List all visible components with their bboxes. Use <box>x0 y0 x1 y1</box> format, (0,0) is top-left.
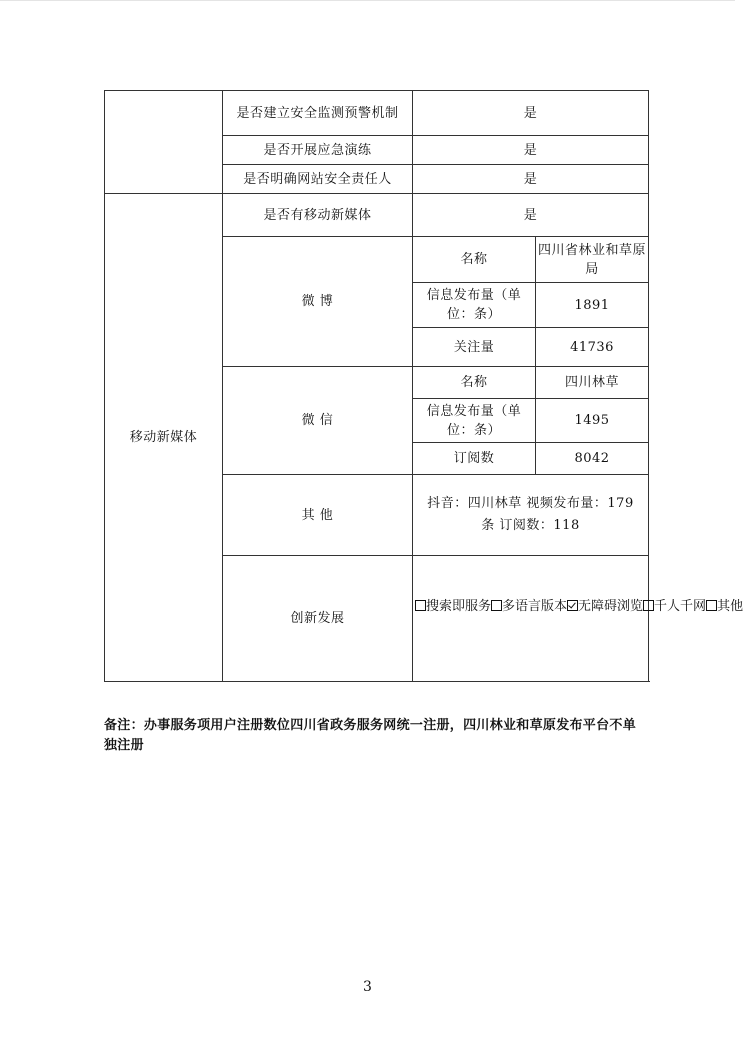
wechat-name-value: 四川林草 <box>536 367 649 399</box>
innovation-option-label: 搜索即服务 <box>426 599 492 614</box>
checkbox-icon[interactable] <box>643 600 654 611</box>
innovation-option-label: 多语言版本 <box>502 599 568 614</box>
remark-note: 备注：办事服务项用户注册数位四川省政务服务网统一注册，四川林业和草原发布平台不单独注册 <box>104 718 637 753</box>
drill-value: 是 <box>413 136 649 165</box>
table-row <box>105 194 649 237</box>
weibo-name-label: 名称 <box>413 237 536 283</box>
innovation-option-label: 千人千网 <box>654 599 707 614</box>
checkbox-icon[interactable] <box>415 600 426 611</box>
drill-label: 是否开展应急演练 <box>223 136 413 165</box>
weibo-posts-label: 信息发布量（单位：条） <box>413 283 536 328</box>
wechat-subs-value: 8042 <box>536 443 649 475</box>
mobile-section-label: 移动新媒体 <box>105 194 223 682</box>
has-mobile-value: 是 <box>413 194 649 237</box>
page-number: 3 <box>363 979 372 995</box>
wechat-posts-label: 信息发布量（单位：条） <box>413 399 536 443</box>
responsible-label: 是否明确网站安全责任人 <box>223 165 413 194</box>
responsible-value: 是 <box>413 165 649 194</box>
page-top-border <box>0 0 735 1</box>
innovation-checkbox-list <box>415 597 743 616</box>
wechat-label: 微 信 <box>223 367 413 475</box>
weibo-name-value: 四川省林业和草原局 <box>536 237 649 283</box>
innovation-option-label: 无障碍浏览 <box>578 599 644 614</box>
checkbox-icon[interactable] <box>706 600 717 611</box>
wechat-name-label: 名称 <box>413 367 536 399</box>
other-value: 抖音：四川林草 视频发布量：179 条 订阅数：118 <box>413 475 649 556</box>
weibo-followers-value: 41736 <box>536 328 649 367</box>
table-row <box>105 91 649 136</box>
wechat-posts-value: 1495 <box>536 399 649 443</box>
checked-checkbox-icon[interactable] <box>567 600 578 611</box>
checkbox-icon[interactable] <box>491 600 502 611</box>
wechat-subs-label: 订阅数 <box>413 443 536 475</box>
security-section-cell <box>105 91 223 194</box>
innovation-option-label: 其他 <box>717 599 743 614</box>
monitoring-value: 是 <box>413 91 649 136</box>
other-label: 其 他 <box>223 475 413 556</box>
weibo-label: 微 博 <box>223 237 413 367</box>
innovation-label: 创新发展 <box>223 556 413 682</box>
innovation-options <box>413 556 743 682</box>
weibo-followers-label: 关注量 <box>413 328 536 367</box>
has-mobile-label: 是否有移动新媒体 <box>223 194 413 237</box>
website-info-table <box>104 90 743 682</box>
weibo-posts-value: 1891 <box>536 283 649 328</box>
monitoring-label: 是否建立安全监测预警机制 <box>223 91 413 136</box>
